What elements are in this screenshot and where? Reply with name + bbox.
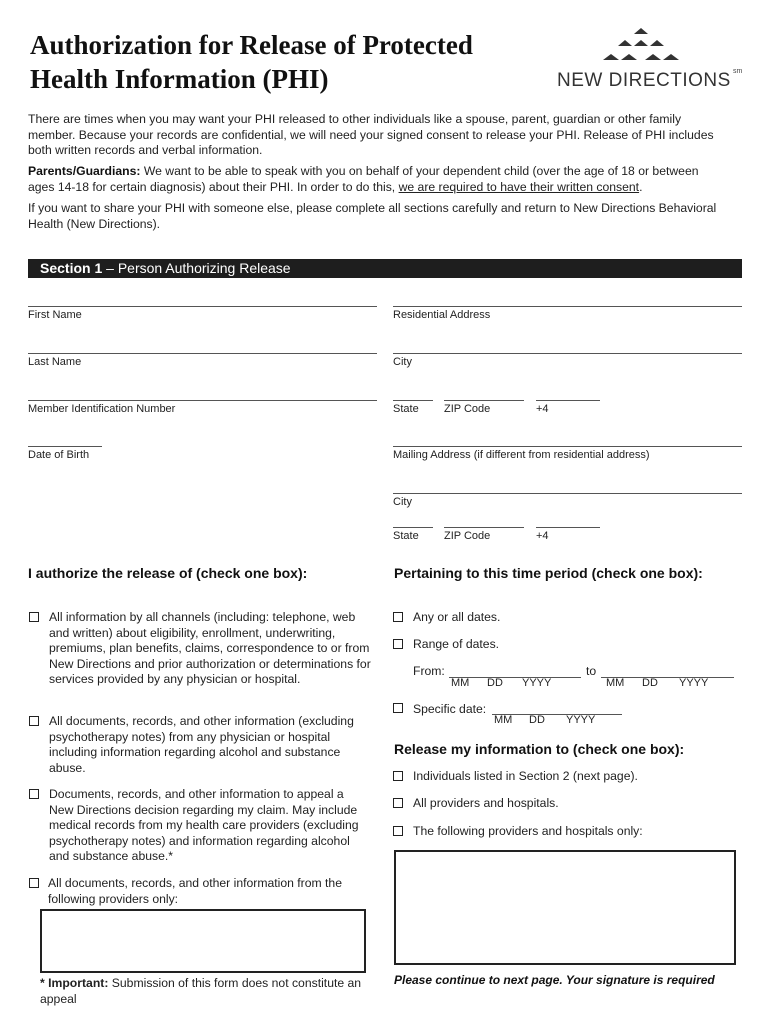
authorize-all-documents-checkbox[interactable]	[29, 716, 39, 726]
to-dd-label: DD	[642, 677, 658, 689]
important-text: Submission of this form does not constitute an appeal	[40, 976, 362, 1006]
mailing-plus4-label: +4	[536, 530, 549, 542]
city-label: City	[393, 356, 412, 368]
residential-address-field[interactable]	[393, 306, 742, 307]
authorize-all-documents-text: All documents, records, and other information (excluding psychotherapy notes) from any physician or hospital including information regarding alcohol and substance abuse.	[49, 714, 354, 775]
release-all-providers-label: All providers and hospitals.	[413, 796, 559, 810]
mailing-state-label: State	[393, 530, 419, 542]
written-consent-underlined: we are required to have their written consent	[398, 179, 640, 194]
state-field[interactable]	[393, 400, 433, 401]
state-label: State	[393, 403, 419, 415]
parents-text: We want to be able to speak with you on behalf of your dependent child (over the age of 18 or between ages 14-18 for certain diagnosis) about their PHI. In order to do this,	[28, 164, 699, 194]
authorize-appeal-text: Documents, records, and other information to appeal a New Directions decision regarding my claim. May include medical records from my health care providers (excluding psychotherapy notes) and information regarding alcohol and substance abuse.*	[49, 787, 359, 863]
page-title	[30, 28, 510, 96]
release-providers-textbox[interactable]	[394, 850, 736, 965]
release-following-providers-checkbox[interactable]	[393, 826, 403, 836]
from-yyyy-label: YYYY	[522, 677, 552, 689]
any-dates-label: Any or all dates.	[413, 610, 501, 624]
time-period-heading: Pertaining to this time period (check one box):	[394, 565, 703, 581]
from-mm-label: MM	[451, 677, 470, 689]
member-id-field[interactable]	[28, 400, 377, 401]
mailing-zip-label: ZIP Code	[444, 530, 491, 542]
range-dates-checkbox[interactable]	[393, 639, 403, 649]
important-note	[40, 976, 370, 1007]
logo-service-mark: sm	[733, 68, 743, 75]
release-to-heading: Release my information to (check one box):	[394, 741, 685, 757]
first-name-label: First Name	[28, 309, 82, 321]
to-label: to	[586, 664, 597, 678]
zip-label: ZIP Code	[444, 403, 491, 415]
zip-plus4-field[interactable]	[536, 400, 600, 401]
continue-note: Please continue to next page. Your signature is required	[394, 973, 715, 987]
authorize-all-info-text: All information by all channels (including: telephone, web and written) about eligibility, enrollment, underwriting, premiums, plan benefits, claims, correspondence to or from New Directions and prior authorization or determinations for services provided by any physician or hospital.	[49, 610, 371, 686]
any-dates-checkbox[interactable]	[393, 612, 403, 622]
intro-paragraph-1: There are times when you may want your PHI released to other individuals like a spouse, parent, guardian or other family member. Because your records are confidential, we will need your signed consent to release your PHI. Release of PHI includes both written records and verbal information.	[28, 112, 714, 157]
section-1-title: – Person Authorizing Release	[102, 260, 291, 276]
logo-text: NEW DIRECTIONS	[557, 70, 731, 91]
authorize-appeal-checkbox[interactable]	[29, 789, 39, 799]
release-section2-label: Individuals listed in Section 2 (next page).	[413, 769, 638, 783]
section-1-header	[28, 259, 742, 278]
to-yyyy-label: YYYY	[679, 677, 709, 689]
parents-text-end: .	[639, 179, 643, 194]
title-line-2: Health Information (PHI)	[30, 64, 329, 94]
specific-date-label: Specific date:	[413, 702, 487, 716]
range-dates-label: Range of dates.	[413, 637, 500, 651]
mailing-zip-plus4-field[interactable]	[536, 527, 600, 528]
authorize-heading: I authorize the release of (check one box):	[28, 565, 308, 581]
last-name-label: Last Name	[28, 356, 82, 368]
authorize-providers-only-text: All documents, records, and other information from the following providers only:	[48, 876, 342, 906]
mailing-address-field[interactable]	[393, 446, 742, 447]
residential-address-label: Residential Address	[393, 309, 491, 321]
authorize-providers-textbox[interactable]	[40, 909, 366, 973]
to-mm-label: MM	[606, 677, 625, 689]
specific-dd-label: DD	[529, 714, 545, 726]
title-line-1: Authorization for Release of Protected	[30, 30, 473, 60]
city-field[interactable]	[393, 353, 742, 354]
specific-mm-label: MM	[494, 714, 513, 726]
date-of-birth-label: Date of Birth	[28, 449, 90, 461]
important-label: * Important:	[40, 976, 109, 990]
plus4-label: +4	[536, 403, 549, 415]
specific-date-checkbox[interactable]	[393, 703, 403, 713]
intro-paragraph-2	[28, 164, 718, 195]
specific-yyyy-label: YYYY	[566, 714, 596, 726]
mailing-zip-field[interactable]	[444, 527, 524, 528]
mailing-city-label: City	[393, 496, 412, 508]
release-section2-checkbox[interactable]	[393, 771, 403, 781]
zip-field[interactable]	[444, 400, 524, 401]
mailing-city-field[interactable]	[393, 493, 742, 494]
date-of-birth-field[interactable]	[28, 446, 102, 447]
authorize-all-info-checkbox[interactable]	[29, 612, 39, 622]
member-id-label: Member Identification Number	[28, 403, 176, 415]
from-dd-label: DD	[487, 677, 503, 689]
intro-paragraph-3: If you want to share your PHI with someone else, please complete all sections carefully and return to New Directions Behavioral Health (New Directions).	[28, 201, 717, 231]
from-label: From:	[413, 664, 445, 678]
authorize-providers-only-checkbox[interactable]	[29, 878, 39, 888]
release-following-providers-label: The following providers and hospitals only:	[413, 824, 643, 838]
parents-guardians-label: Parents/Guardians:	[28, 164, 141, 178]
mailing-address-label: Mailing Address (if different from residential address)	[393, 449, 650, 461]
section-1-number: Section 1	[40, 260, 103, 276]
release-all-providers-checkbox[interactable]	[393, 798, 403, 808]
mailing-state-field[interactable]	[393, 527, 433, 528]
last-name-field[interactable]	[28, 353, 377, 354]
first-name-field[interactable]	[28, 306, 377, 307]
